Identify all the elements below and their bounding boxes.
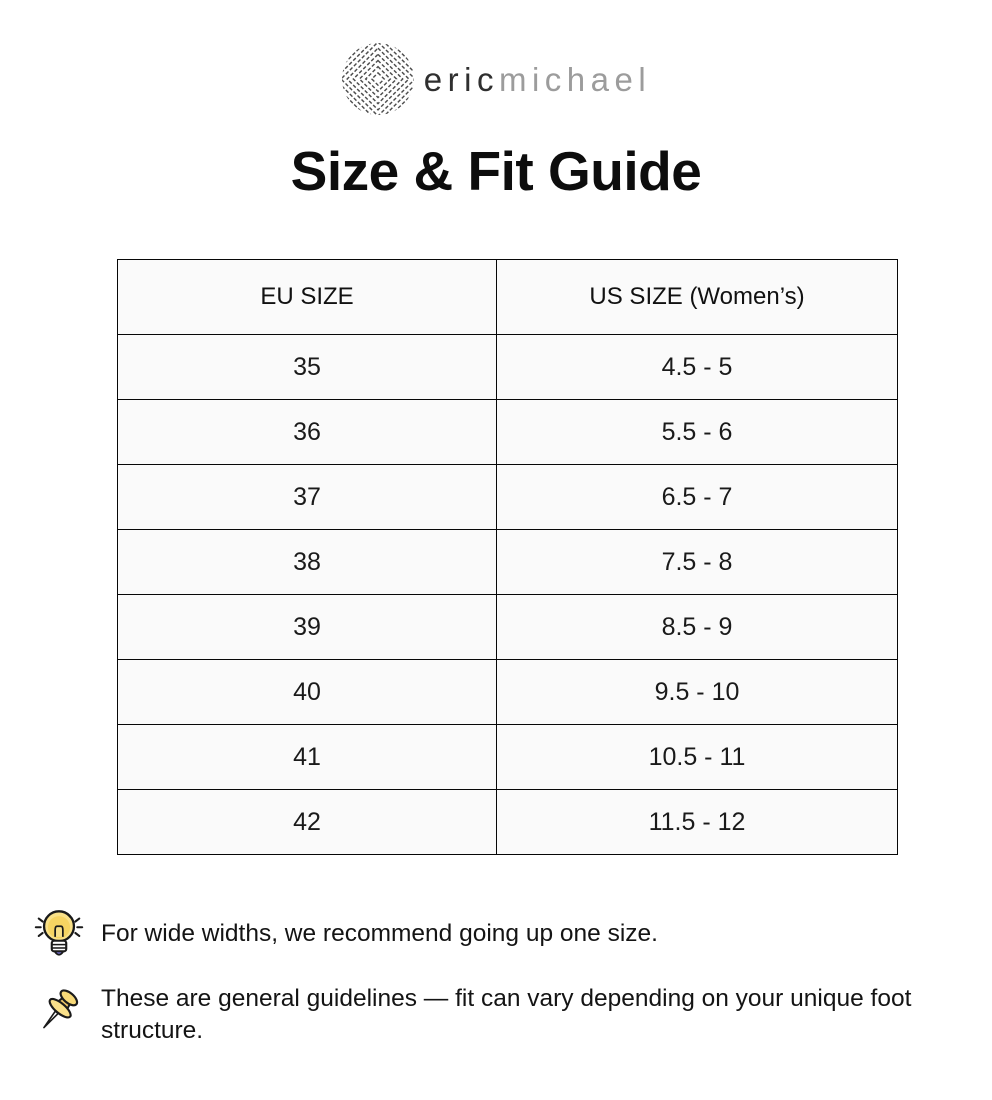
- note-text: For wide widths, we recommend going up one size.: [101, 920, 658, 947]
- us-size-cell: 6.5 - 7: [497, 465, 898, 530]
- brand-logo-icon: [341, 42, 415, 116]
- size-table: [117, 259, 898, 855]
- table-row: [118, 465, 898, 530]
- table-row: [118, 790, 898, 855]
- eu-size-cell: 39: [118, 595, 497, 660]
- notes-section: [32, 905, 992, 1047]
- us-size-cell: 7.5 - 8: [497, 530, 898, 595]
- column-header-eu-size: EU SIZE: [118, 260, 497, 335]
- eu-size-cell: 40: [118, 660, 497, 725]
- table-row: [118, 725, 898, 790]
- eu-size-cell: 37: [118, 465, 497, 530]
- pushpin-icon: [32, 986, 86, 1044]
- brand-name-eric: eric: [423, 60, 499, 98]
- us-size-cell: 11.5 - 12: [497, 790, 898, 855]
- table-row: [118, 595, 898, 660]
- page-title: Size & Fit Guide: [290, 140, 702, 202]
- us-size-cell: 9.5 - 10: [497, 660, 898, 725]
- brand-wordmark: [423, 60, 652, 98]
- table-row: [118, 335, 898, 400]
- eu-size-cell: 38: [118, 530, 497, 595]
- note-wide-widths: [32, 905, 992, 963]
- us-size-cell: 4.5 - 5: [497, 335, 898, 400]
- us-size-cell: 10.5 - 11: [497, 725, 898, 790]
- note-guidelines: [32, 983, 992, 1047]
- note-text: These are general guidelines — fit can vary depending on your unique foot structure.: [101, 985, 912, 1044]
- eu-size-cell: 35: [118, 335, 497, 400]
- eu-size-cell: 41: [118, 725, 497, 790]
- brand-logo: [0, 0, 992, 116]
- table-row: [118, 530, 898, 595]
- eu-size-cell: 42: [118, 790, 497, 855]
- table-row: [118, 660, 898, 725]
- us-size-cell: 8.5 - 9: [497, 595, 898, 660]
- eu-size-cell: 36: [118, 400, 497, 465]
- us-size-cell: 5.5 - 6: [497, 400, 898, 465]
- lightbulb-icon: [32, 905, 86, 963]
- brand-name-michael: michael: [498, 60, 652, 98]
- table-header-row: [118, 260, 898, 335]
- table-row: [118, 400, 898, 465]
- column-header-us-size: US SIZE (Women’s): [497, 260, 898, 335]
